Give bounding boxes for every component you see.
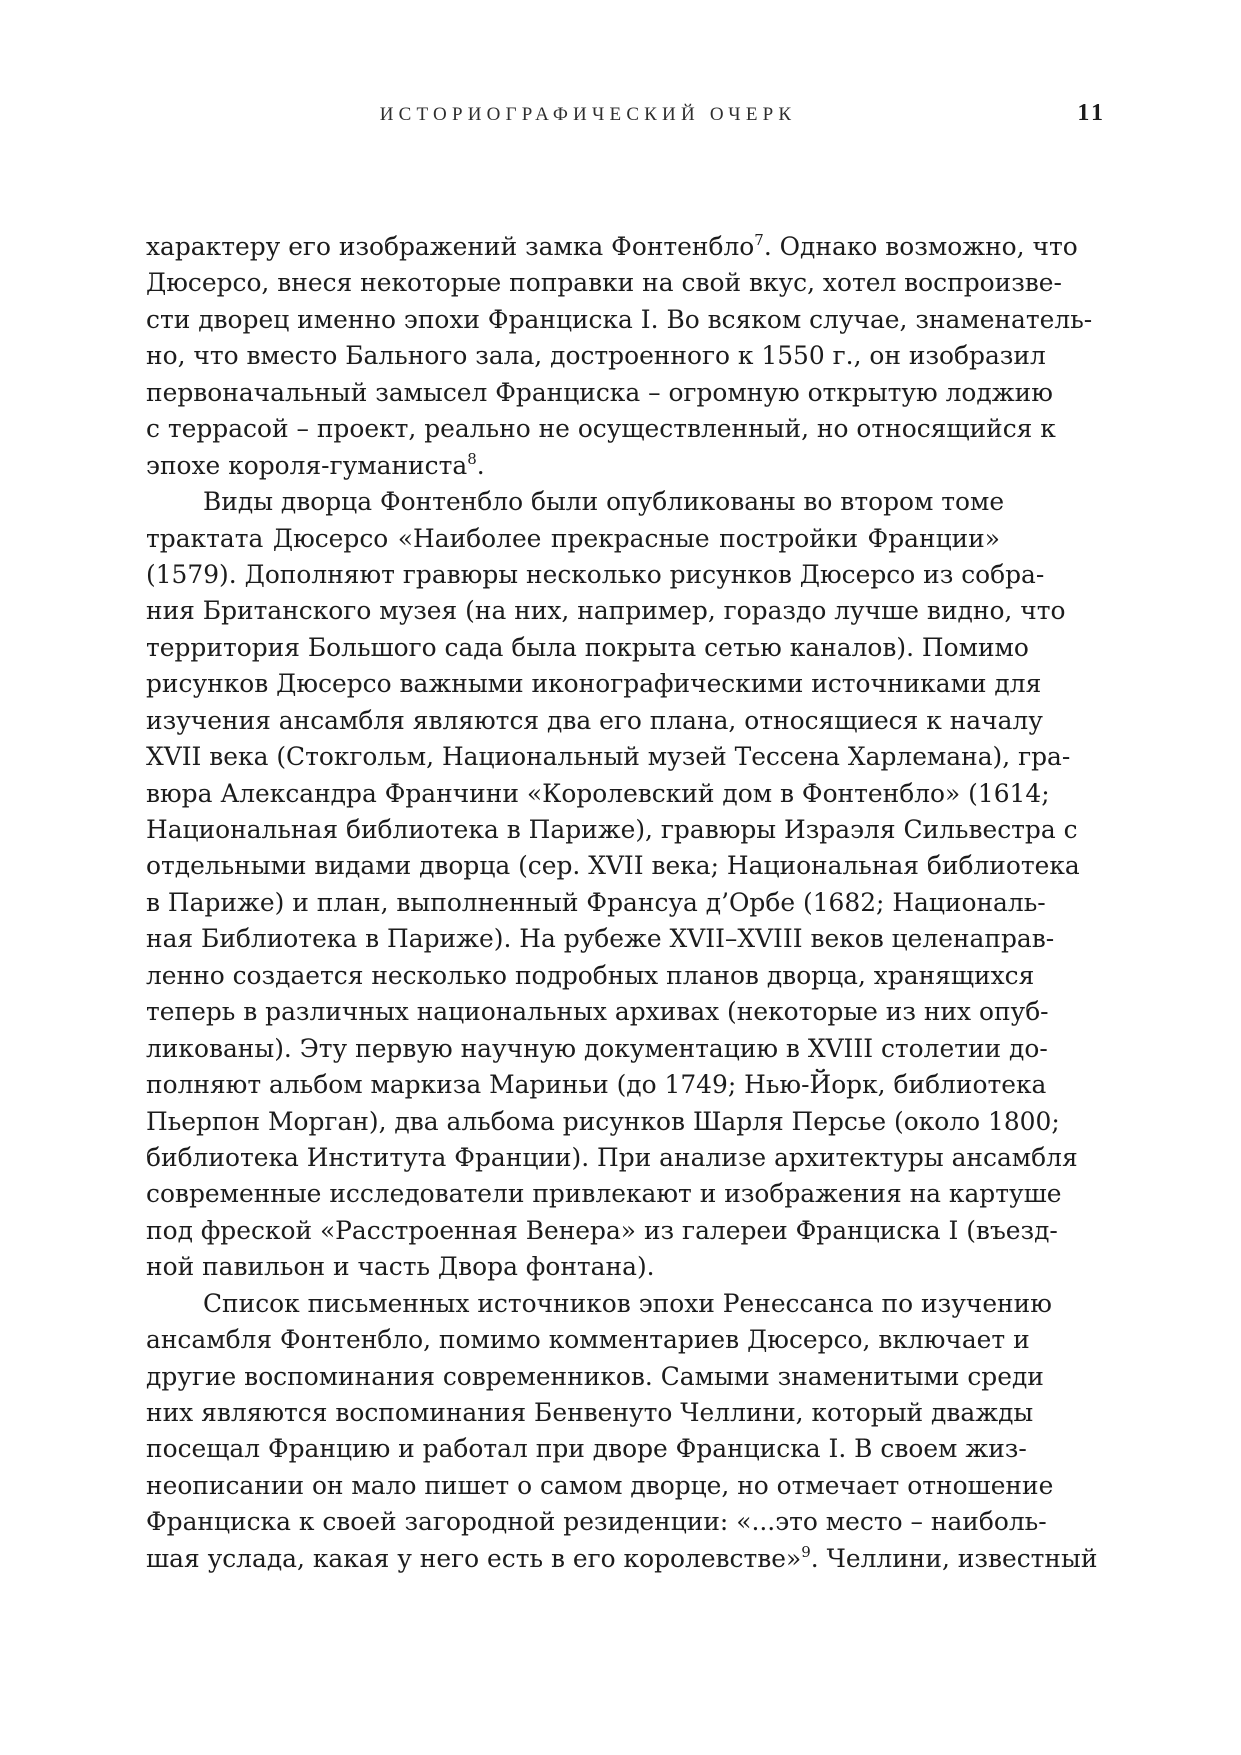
text-line: трактата Дюсерсо «Наиболее прекрасные постройки Франции»	[146, 523, 1000, 553]
footnote-ref-9[interactable]: 9	[801, 1542, 811, 1561]
text-run: характеру его изображений замка Фонтенбло	[146, 232, 755, 261]
text-line: ной павильон и часть Двора фонтана).	[146, 1252, 655, 1282]
text-line: под фреской «Расстроенная Венера» из галереи Франциска I (въезд-	[146, 1215, 1058, 1245]
paragraph-3	[146, 1286, 1098, 1578]
running-head: ИСТОРИОГРАФИЧЕСКИЙ ОЧЕРК	[379, 104, 797, 125]
text-line: ная Библиотека в Париже). На рубеже XVII–XVIII веков целенаправ-	[146, 924, 1055, 954]
text-line: рисунков Дюсерсо важными иконографическими источниками для	[146, 669, 1042, 699]
text-run: шая услада, какая у него есть в его королевстве»	[146, 1543, 802, 1573]
text-line: в Париже) и план, выполненный Франсуа д’Орбе (1682; Националь-	[146, 887, 1046, 917]
text-line: отдельными видами дворца (сер. XVII века; Национальная библиотека	[146, 851, 1080, 881]
footnote-ref-8[interactable]: 8	[467, 449, 477, 468]
page-number: 11	[1077, 100, 1106, 126]
text-line: территория Большого сада была покрыта сетью каналов). Помимо	[146, 632, 1029, 662]
text-line: вюра Александра Франчини «Королевский дом в Фонтенбло» (1614;	[146, 778, 1050, 808]
text-line: другие воспоминания современников. Самыми знаменитыми среди	[146, 1361, 1044, 1391]
text-run: эпохе короля-гуманиста	[146, 450, 468, 480]
text-line: ликованы). Эту первую научную документацию в XVIII столетии до-	[146, 1033, 1048, 1063]
text-line: современные исследователи привлекают и изображения на картуше	[146, 1179, 1062, 1209]
text-line: первоначальный замысел Франциска – огромную открытую лоджию	[146, 377, 1053, 407]
text-line: Франциска к своей загородной резиденции: «...это место – наиболь-	[146, 1507, 1047, 1537]
text-line: теперь в различных национальных архивах (некоторые из них опуб-	[146, 997, 1049, 1027]
text-line: полняют альбом маркиза Мариньи (до 1749; Нью-Йорк, библиотека	[146, 1070, 1047, 1100]
text-run: .	[476, 450, 485, 480]
text-line: изучения ансамбля являются два его плана, относящиеся к началу	[146, 705, 1043, 735]
body-text	[146, 229, 1098, 1577]
text-line: Пьерпон Морган), два альбома рисунков Шарля Персье (около 1800;	[146, 1106, 1060, 1136]
text-line	[146, 229, 1078, 265]
text-line	[146, 1541, 1098, 1577]
text-line: Список письменных источников эпохи Ренессанса по изучению	[203, 1288, 1052, 1318]
text-line: но, что вместо Бального зала, достроенного к 1550 г., он изобразил	[146, 341, 1046, 371]
text-line: (1579). Дополняют гравюры несколько рисунков Дюсерсо из собра-	[146, 559, 1045, 589]
paragraph-2	[146, 484, 1080, 1286]
text-line: XVII века (Стокгольм, Национальный музей Тессена Харлемана), гра-	[146, 742, 1071, 772]
text-line: них являются воспоминания Бенвенуто Челлини, который дважды	[146, 1398, 1034, 1427]
text-line: сти дворец именно эпохи Франциска I. Во всяком случае, знаменатель-	[146, 304, 1093, 334]
text-line: ленно создается несколько подробных планов дворца, хранящихся	[146, 960, 1035, 990]
text-run: . Однако возможно, что	[763, 232, 1078, 261]
text-line: библиотека Института Франции). При анализе архитектуры ансамбля	[146, 1142, 1078, 1172]
text-line: посещал Францию и работал при дворе Франциска I. В своем жиз-	[146, 1434, 1027, 1464]
text-line: ния Британского музея (на них, например, гораздо лучше видно, что	[146, 596, 1066, 626]
text-line: с террасой – проект, реально не осуществленный, но относящийся к	[146, 414, 1056, 444]
footnote-ref-7[interactable]: 7	[754, 231, 764, 249]
text-line: Виды дворца Фонтенбло были опубликованы во втором томе	[203, 487, 1005, 517]
paragraph-1	[146, 229, 1093, 484]
text-line: Дюсерсо, внеся некоторые поправки на свой вкус, хотел воспроизве-	[146, 268, 1062, 298]
text-line: Национальная библиотека в Париже), гравюры Израэля Сильвестра с	[146, 815, 1078, 844]
text-line: ансамбля Фонтенбло, помимо комментариев Дюсерсо, включает и	[146, 1325, 1030, 1355]
text-line	[146, 448, 1000, 484]
text-line: неописании он мало пишет о самом дворце, но отмечает отношение	[146, 1470, 1054, 1500]
text-run: . Челлини, известный	[810, 1543, 1098, 1573]
